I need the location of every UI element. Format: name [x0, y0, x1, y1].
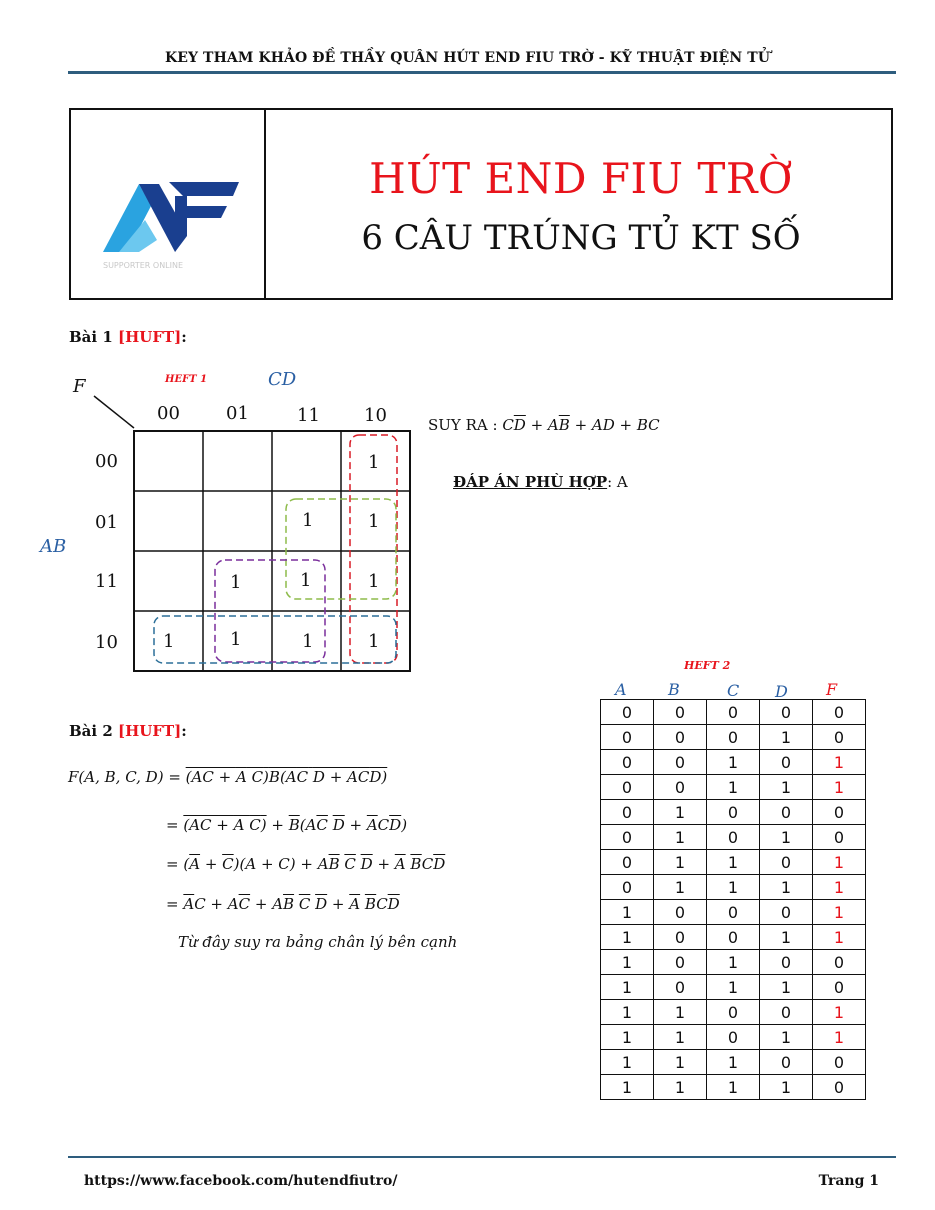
truth-table-cell: 0 — [654, 725, 707, 750]
truth-table-row — [601, 925, 866, 950]
truth-table-cell: 0 — [601, 850, 654, 875]
truth-table-cell: 1 — [707, 975, 760, 1000]
result-prefix: SUY RA : — [428, 416, 503, 434]
exercise2-colon: : — [181, 722, 187, 740]
truth-table-cell: 1 — [654, 1025, 707, 1050]
truth-table-row — [601, 1025, 866, 1050]
truth-table-output-cell: 0 — [813, 825, 866, 850]
truth-table-row — [601, 825, 866, 850]
kmap-cell: 1 — [368, 571, 380, 592]
truth-table-output-cell: 0 — [813, 700, 866, 725]
truth-table-cell: 1 — [654, 1050, 707, 1075]
truth-table-cell: 1 — [760, 825, 813, 850]
exercise2-heading — [69, 722, 187, 740]
banner-title: HÚT END FIU TRỜ — [369, 154, 793, 203]
header-rule — [68, 71, 896, 74]
truth-table-row — [601, 975, 866, 1000]
truth-table-output-cell: 0 — [813, 1050, 866, 1075]
truth-table-output-cell: 0 — [813, 725, 866, 750]
exercise2-label: Bài 2 — [69, 722, 118, 740]
truth-table-cell: 1 — [601, 1050, 654, 1075]
truth-table-cell: 1 — [707, 750, 760, 775]
truth-table-row — [601, 1050, 866, 1075]
answer-value: : A — [607, 473, 628, 491]
truth-table-cell: 0 — [601, 700, 654, 725]
truth-table-output-cell: 1 — [813, 1025, 866, 1050]
truth-table-cell: 0 — [760, 900, 813, 925]
truth-table-cell: 1 — [601, 925, 654, 950]
truth-table-cell: 1 — [707, 775, 760, 800]
kmap-row-header: 01 — [95, 512, 118, 533]
kmap-row-header: 10 — [95, 632, 118, 653]
truth-table-cell: 1 — [654, 875, 707, 900]
truth-table-cell: 0 — [760, 750, 813, 775]
truth-table-cell: 1 — [760, 725, 813, 750]
truth-table-cell: 0 — [707, 1025, 760, 1050]
exercise1-heading — [69, 328, 187, 346]
equation-line-4: = $\overline{A}C + A\overline{C} + A\overline{B}$ $\overline{C}$ $\overline{D} + \overline{A}$ $\overline{B}C\overline{D}$ — [166, 895, 400, 913]
truth-table-row — [601, 1000, 866, 1025]
truth-table-cell: 1 — [654, 800, 707, 825]
truth-table-cell: 0 — [654, 925, 707, 950]
truth-table-row — [601, 800, 866, 825]
truth-table-header-d: D — [775, 682, 788, 701]
exercise2-tag: [HUFT] — [117, 722, 182, 740]
truth-table-output-cell: 0 — [813, 1075, 866, 1100]
kmap-cell: 1 — [368, 631, 380, 652]
truth-table-cell: 0 — [654, 775, 707, 800]
truth-table-output-cell: 1 — [813, 900, 866, 925]
truth-table-cell: 0 — [601, 800, 654, 825]
truth-table-row — [601, 850, 866, 875]
truth-table-cell: 1 — [601, 1000, 654, 1025]
truth-table-cell: 0 — [760, 850, 813, 875]
logo-icon — [99, 172, 239, 272]
banner-subtitle: 6 CÂU TRÚNG TỦ KT SỐ — [361, 218, 801, 258]
truth-table-cell: 1 — [760, 925, 813, 950]
exercise1-colon: : — [181, 328, 187, 346]
truth-table-tag: HEFT 2 — [684, 659, 731, 672]
logo — [99, 172, 239, 276]
truth-table-cell: 0 — [707, 925, 760, 950]
truth-table-header-a: A — [615, 680, 627, 699]
kmap-cell: 1 — [302, 631, 314, 652]
truth-table-cell: 1 — [654, 1075, 707, 1100]
kmap-corner-line — [92, 394, 136, 430]
truth-table-cell: 0 — [760, 1050, 813, 1075]
equation-line-1: F(A, B, C, D) = (AC + A C)B(AC D + ACD) — [68, 768, 388, 786]
kmap-col-header: 00 — [157, 403, 180, 424]
truth-table-cell: 1 — [760, 875, 813, 900]
truth-table-cell: 1 — [707, 850, 760, 875]
kmap-cell: 1 — [163, 631, 175, 652]
truth-table-cell: 0 — [654, 950, 707, 975]
truth-table-cell: 0 — [707, 1000, 760, 1025]
kmap-group-blue — [154, 616, 396, 663]
truth-table-row — [601, 875, 866, 900]
equation-line-3: = $(\overline{A} + \overline{C})(A + C) + A\overline{B}$ $\overline{C}$ $\overline{D} + \overline{A}$ $\overline{B}C\overline{D}$ — [166, 855, 446, 873]
truth-table-output-cell: 1 — [813, 925, 866, 950]
logo-caption: SUPPORTER ONLINE — [103, 261, 184, 270]
truth-table-cell: 1 — [707, 1075, 760, 1100]
truth-table-cell: 1 — [601, 1075, 654, 1100]
result-expression: SUY RA : $C\overline{D} + A\overline{B}$ + AD + BC — [428, 416, 660, 434]
truth-table-output-cell: 1 — [813, 875, 866, 900]
truth-table-row — [601, 900, 866, 925]
kmap-cell: 1 — [368, 452, 380, 473]
kmap-cell: 1 — [300, 570, 312, 591]
truth-table-header-f: F — [826, 680, 838, 699]
truth-table-cell: 1 — [707, 950, 760, 975]
truth-table-cell: 1 — [601, 900, 654, 925]
truth-table-cell: 0 — [654, 750, 707, 775]
truth-table-cell: 1 — [760, 775, 813, 800]
truth-table-output-cell: 0 — [813, 950, 866, 975]
kmap-row-header: 11 — [95, 571, 118, 592]
truth-table-cell: 0 — [707, 825, 760, 850]
page-header-title: KEY THAM KHẢO ĐỀ THẦY QUÂN HÚT END FIU TRỜ - KỸ THUẬT ĐIỆN TỬ — [164, 50, 771, 66]
truth-table-cell: 1 — [760, 1075, 813, 1100]
truth-table-cell: 0 — [760, 800, 813, 825]
truth-table-row — [601, 700, 866, 725]
truth-table-output-cell: 0 — [813, 800, 866, 825]
truth-table-cell: 0 — [654, 700, 707, 725]
kmap-tag: HEFT 1 — [165, 374, 208, 385]
kmap-row-var: AB — [40, 536, 67, 557]
truth-table-cell: 0 — [601, 875, 654, 900]
truth-table-cell: 0 — [601, 825, 654, 850]
truth-table-cell: 1 — [707, 875, 760, 900]
kmap-col-var: CD — [268, 369, 297, 390]
truth-table-row — [601, 750, 866, 775]
truth-table-output-cell: 1 — [813, 1000, 866, 1025]
truth-table-cell: 0 — [760, 950, 813, 975]
truth-table-cell: 0 — [707, 900, 760, 925]
truth-table-output-cell: 0 — [813, 975, 866, 1000]
truth-table-cell: 0 — [760, 700, 813, 725]
footer-link[interactable]: https://www.facebook.com/hutendfiutro/ — [84, 1173, 398, 1189]
truth-table-cell: 1 — [654, 825, 707, 850]
truth-table-cell: 0 — [707, 800, 760, 825]
exercise1-label: Bài 1 — [69, 328, 118, 346]
truth-table-row — [601, 775, 866, 800]
footer-rule — [68, 1156, 896, 1158]
truth-table-output-cell: 1 — [813, 750, 866, 775]
truth-table-row — [601, 1075, 866, 1100]
banner-divider — [264, 110, 266, 298]
title-banner — [69, 108, 893, 300]
truth-table-cell: 1 — [601, 950, 654, 975]
truth-table-cell: 1 — [760, 1025, 813, 1050]
answer-label: ĐÁP ÁN PHÙ HỢP — [453, 473, 608, 491]
truth-table-cell: 0 — [601, 725, 654, 750]
exercise2-note: Từ đây suy ra bảng chân lý bên cạnh — [178, 933, 458, 951]
truth-table-cell: 0 — [654, 975, 707, 1000]
kmap-col-header: 11 — [297, 405, 320, 426]
page-number: Trang 1 — [818, 1173, 879, 1189]
truth-table-cell: 1 — [707, 1050, 760, 1075]
truth-table-row — [601, 950, 866, 975]
truth-table-cell: 0 — [601, 775, 654, 800]
truth-table-cell: 0 — [760, 1000, 813, 1025]
truth-table-cell: 1 — [760, 975, 813, 1000]
truth-table-cell: 1 — [654, 1000, 707, 1025]
truth-table-header-b: B — [668, 680, 680, 699]
equation-line-2: = (AC + A $C) + \overline{B}(A\overline{C}$ $\overline{D} + \overline{A}C\overline{D}$) — [166, 816, 408, 834]
truth-table-cell: 1 — [654, 850, 707, 875]
truth-table-cell: 0 — [654, 900, 707, 925]
truth-table-cell: 1 — [601, 1025, 654, 1050]
kmap-cell: 1 — [302, 510, 314, 531]
truth-table-cell: 0 — [707, 725, 760, 750]
truth-table-output-cell: 1 — [813, 775, 866, 800]
kmap-cell: 1 — [230, 629, 242, 650]
truth-table-cell: 0 — [601, 750, 654, 775]
kmap-col-header: 01 — [226, 403, 249, 424]
truth-table-output-cell: 1 — [813, 850, 866, 875]
truth-table — [600, 699, 866, 1100]
kmap-row-header: 00 — [95, 451, 118, 472]
kmap-col-header: 10 — [364, 405, 387, 426]
truth-table-cell: 1 — [601, 975, 654, 1000]
kmap-cell: 1 — [368, 511, 380, 532]
truth-table-header-c: C — [727, 681, 740, 700]
kmap-func-label: F — [73, 376, 86, 397]
exercise1-tag: [HUFT] — [117, 328, 182, 346]
truth-table-row — [601, 725, 866, 750]
kmap-cell: 1 — [230, 572, 242, 593]
answer-line — [453, 473, 628, 491]
truth-table-cell: 0 — [707, 700, 760, 725]
